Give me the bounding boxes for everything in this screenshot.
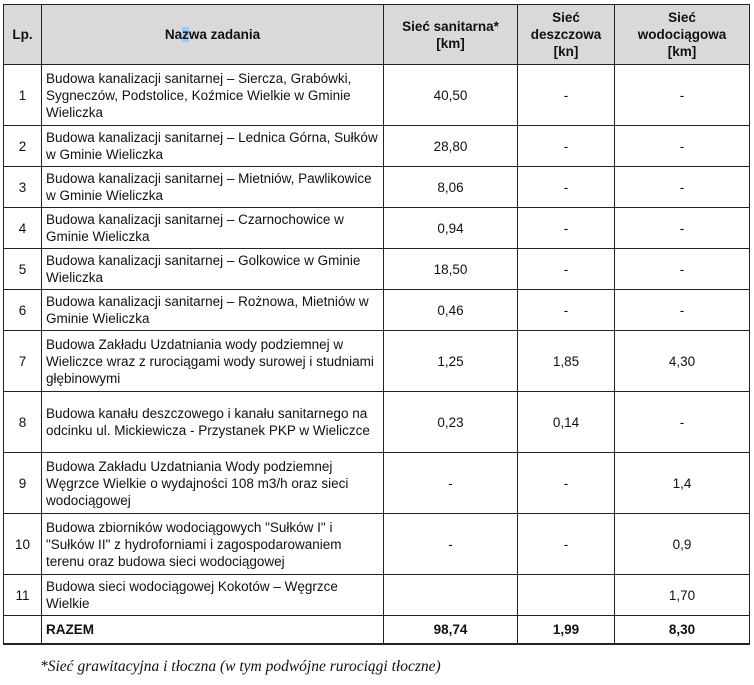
header-water-network: Sieć wodociągowa [km] xyxy=(615,5,750,65)
row-number: 11 xyxy=(4,575,42,616)
table-header xyxy=(4,5,750,65)
sanitary-value xyxy=(384,575,518,616)
sanitary-value: - xyxy=(384,453,518,514)
investments-table xyxy=(3,4,750,645)
water-value: - xyxy=(615,392,750,453)
sanitary-value: - xyxy=(384,514,518,575)
task-name: Budowa kanalizacji sanitarnej – Rożnowa, Mietniów w Gminie Wieliczka xyxy=(42,290,384,331)
row-number: 3 xyxy=(4,167,42,208)
header-sanitary-network: Sieć sanitarna* [km] xyxy=(384,5,518,65)
row-number: 10 xyxy=(4,514,42,575)
table-row xyxy=(4,290,750,331)
header-lp: Lp. xyxy=(4,5,42,65)
sanitary-value: 0,23 xyxy=(384,392,518,453)
table-body xyxy=(4,65,750,644)
row-number: 1 xyxy=(4,65,42,126)
table-row xyxy=(4,167,750,208)
rain-value: 1,85 xyxy=(518,331,615,392)
task-name: Budowa Zakładu Uzdatniania wody podziemnej w Wieliczce wraz z rurociągami wody surowej i studniami głębinowymi xyxy=(42,331,384,392)
total-empty-cell xyxy=(4,616,42,644)
row-number: 2 xyxy=(4,126,42,167)
total-label: RAZEM xyxy=(42,616,384,644)
row-number: 6 xyxy=(4,290,42,331)
rain-value: - xyxy=(518,453,615,514)
sanitary-value: 28,80 xyxy=(384,126,518,167)
text-cursor-highlight: z xyxy=(182,27,189,42)
sanitary-value: 40,50 xyxy=(384,65,518,126)
water-value: - xyxy=(615,208,750,249)
rain-value: - xyxy=(518,208,615,249)
water-value: - xyxy=(615,65,750,126)
table-row xyxy=(4,514,750,575)
water-value: - xyxy=(615,249,750,290)
rain-value xyxy=(518,575,615,616)
rain-value: 0,14 xyxy=(518,392,615,453)
total-water: 8,30 xyxy=(615,616,750,644)
rain-value: - xyxy=(518,290,615,331)
task-name: Budowa kanału deszczowego i kanału sanitarnego na odcinku ul. Mickiewicza - Przystanek PKP w Wieliczce xyxy=(42,392,384,453)
task-name: Budowa kanalizacji sanitarnej – Mietniów, Pawlikowice w Gminie Wieliczka xyxy=(42,167,384,208)
sanitary-value: 0,94 xyxy=(384,208,518,249)
row-number: 8 xyxy=(4,392,42,453)
water-value: - xyxy=(615,290,750,331)
header-rain-network: Sieć deszczowa [kn] xyxy=(518,5,615,65)
task-name: Budowa Zakładu Uzdatniania Wody podziemnej Węgrzce Wielkie o wydajności 108 m3/h oraz sieci wodociągowej xyxy=(42,453,384,514)
row-number: 7 xyxy=(4,331,42,392)
water-value: - xyxy=(615,167,750,208)
total-row xyxy=(4,616,750,644)
rain-value: - xyxy=(518,65,615,126)
sanitary-value: 0,46 xyxy=(384,290,518,331)
water-value: 1,70 xyxy=(615,575,750,616)
task-name: Budowa kanalizacji sanitarnej – Czarnochowice w Gminie Wieliczka xyxy=(42,208,384,249)
table-row xyxy=(4,453,750,514)
water-value: 0,9 xyxy=(615,514,750,575)
rain-value: - xyxy=(518,514,615,575)
water-value: - xyxy=(615,126,750,167)
total-rain: 1,99 xyxy=(518,616,615,644)
footnote: *Sieć grawitacyjna i tłoczna (w tym podwójne rurociągi tłoczne) xyxy=(40,658,441,675)
sanitary-value: 18,50 xyxy=(384,249,518,290)
water-value: 1,4 xyxy=(615,453,750,514)
water-value: 4,30 xyxy=(615,331,750,392)
table-row xyxy=(4,126,750,167)
table-row xyxy=(4,331,750,392)
total-sanitary: 98,74 xyxy=(384,616,518,644)
row-number: 4 xyxy=(4,208,42,249)
header-task-name: Nazwa zadania xyxy=(42,5,384,65)
task-name: Budowa kanalizacji sanitarnej – Lednica Górna, Sułków w Gminie Wieliczka xyxy=(42,126,384,167)
document-area xyxy=(3,4,749,645)
task-name: Budowa kanalizacji sanitarnej – Siercza, Grabówki, Sygneczów, Podstolice, Koźmice Wielkie w Gminie Wieliczka xyxy=(42,65,384,126)
sanitary-value: 1,25 xyxy=(384,331,518,392)
rain-value: - xyxy=(518,126,615,167)
table-row xyxy=(4,65,750,126)
table-row xyxy=(4,575,750,616)
task-name: Budowa zbiorników wodociągowych "Sułków I" i "Sułków II" z hydroforniami i zagospodarowaniem terenu oraz budowa sieci wodociągowej xyxy=(42,514,384,575)
table-row xyxy=(4,392,750,453)
table-row xyxy=(4,208,750,249)
sanitary-value: 8,06 xyxy=(384,167,518,208)
row-number: 9 xyxy=(4,453,42,514)
row-number: 5 xyxy=(4,249,42,290)
task-name: Budowa sieci wodociągowej Kokotów – Węgrzce Wielkie xyxy=(42,575,384,616)
rain-value: - xyxy=(518,167,615,208)
table-row xyxy=(4,249,750,290)
rain-value: - xyxy=(518,249,615,290)
task-name: Budowa kanalizacji sanitarnej – Golkowice w Gminie Wieliczka xyxy=(42,249,384,290)
